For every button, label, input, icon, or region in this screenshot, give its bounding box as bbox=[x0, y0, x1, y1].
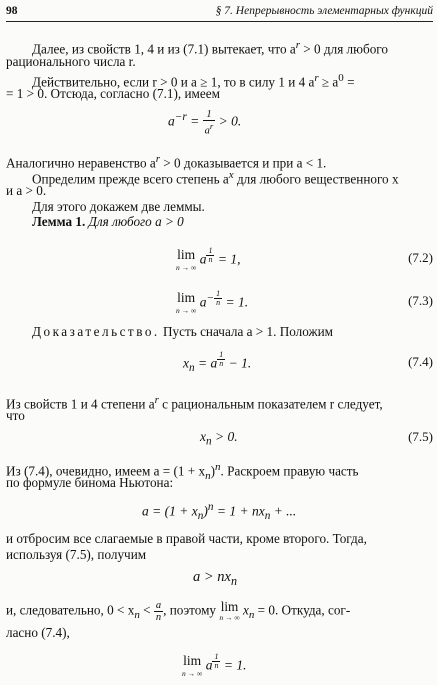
equation-7-2: lim n → ∞ a $^{\frac{1}{n}}$ = 1, bbox=[176, 245, 241, 272]
section-title: § 7. Непрерывность элементарных функций bbox=[215, 5, 433, 17]
inequality: $a > nx_n$ bbox=[193, 569, 238, 588]
page-number: 98 bbox=[6, 5, 18, 17]
text-line: Действительно, если r > 0 и a ≥ 1, то в силу 1 и 4 $a^r \ge a^0$ = bbox=[32, 72, 355, 90]
equation-7-4: $x_n = a$ $^{\frac{1}{n}}$ − 1. bbox=[183, 349, 252, 375]
text-line: Из (7.4), очевидно, имеем $a = (1 + x_n)^n$. Раскроем правую часть bbox=[6, 461, 359, 483]
text-line: Определим прежде всего степень $a^x$ для любого вещественного x bbox=[32, 169, 399, 187]
running-header bbox=[6, 3, 433, 22]
text-line: Из свойств 1 и 4 степени $a^r$ с рациональным показателем r следует, bbox=[6, 394, 383, 412]
text-line: по формуле бинома Ньютона: bbox=[6, 475, 174, 490]
fraction: $\frac{1}{a^r}$ bbox=[204, 108, 214, 137]
lemma-heading: Лемма 1. Для любого a > 0 bbox=[32, 214, 184, 229]
proof-line: Доказательство. Пусть сначала a > 1. Положим bbox=[32, 324, 334, 339]
text-line: = 1 > 0. Отсюда, согласно (7.1), имеем bbox=[6, 86, 220, 101]
text-line: Аналогично неравенство $a^r > 0$ доказывается и при a < 1. bbox=[6, 153, 327, 171]
final-equation: lim n → ∞ a $^{\frac{1}{n}}$ = 1. bbox=[182, 651, 247, 678]
text-line: и отбросим все слагаемые в правой части, кроме второго. Тогда, bbox=[6, 531, 367, 546]
equation-number: (7.5) bbox=[408, 429, 433, 444]
text-line: Далее, из свойств 1, 4 и из (7.1) вытекает, что $a^r > 0$ для любого bbox=[32, 39, 388, 57]
text-line: и a > 0. bbox=[6, 183, 47, 198]
equation-1: $a^{-r}$ = $\frac{1}{a^r}$ > 0. bbox=[168, 108, 242, 137]
text-line: что bbox=[6, 408, 25, 423]
text-line: используя (7.5), получим bbox=[6, 547, 147, 562]
binomial-equation: $a = (1 + x_n)^n = 1 + nx_n$ + ... bbox=[142, 501, 297, 523]
equation-number: (7.3) bbox=[408, 293, 433, 308]
equation-7-5: $x_n > 0$. bbox=[200, 429, 238, 448]
text-line: Для этого докажем две леммы. bbox=[32, 199, 205, 214]
equation-number: (7.4) bbox=[408, 354, 433, 369]
text-line: ласно (7.4), bbox=[6, 625, 70, 640]
text-line: рационального числа r. bbox=[6, 54, 136, 69]
equation-7-3: lim n → ∞ $a^{- \frac{1}{n}}$ = 1. bbox=[176, 288, 249, 315]
equation-number: (7.2) bbox=[408, 250, 433, 265]
text-line: и, следовательно, $0 < x_n$ < $\frac{a}{n}$ , поэтому lim n → ∞ $x_n = 0$. Откуда, сог- bbox=[6, 599, 351, 623]
